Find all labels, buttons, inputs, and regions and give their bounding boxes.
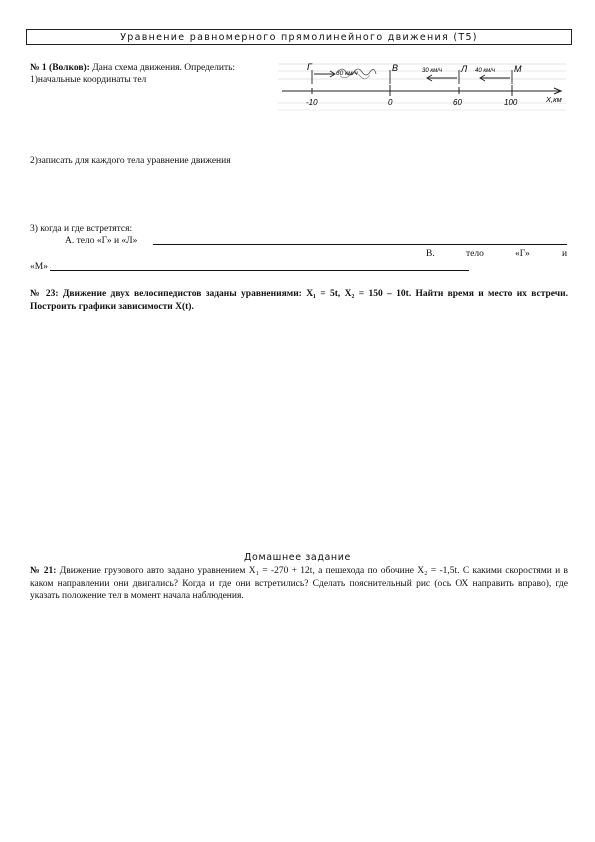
tick-label-100: 100 [504, 98, 518, 107]
task23-number: № 23: [30, 289, 59, 299]
body-label-v: В [392, 63, 399, 73]
task1-question-3: 3) когда и где встретятся: [30, 224, 133, 234]
task23-text: Движение двух велосипедистов заданы уравнениями: X₁ = 5t, X₂ = 150 – 10t. Найти время и место их встречи. Построить графики зависимости X(t). [30, 289, 568, 312]
answer-line-a [153, 244, 567, 245]
task1-question-2: 2)записать для каждого тела уравнение движения [30, 156, 231, 166]
speed-label-g: 60 км/ч [336, 70, 358, 77]
body-label-g: Г [307, 62, 312, 72]
motion-diagram [278, 58, 570, 114]
task1-q3-part-a: А. тело «Г» и «Л» [65, 236, 138, 246]
tick-label-60: 60 [453, 98, 462, 107]
speed-label-m: 40 км/ч [475, 68, 496, 74]
homework-title: Домашнее задание [244, 552, 351, 563]
axis-label: Х,км [546, 95, 562, 104]
task1-q3-part-b-label: В. [426, 249, 435, 259]
tick-label-minus10: -10 [306, 98, 318, 107]
homework-number: № 21: [30, 566, 57, 576]
task1-question-1: 1)начальные координаты тел [30, 75, 147, 85]
task1-q3-part-b-body-m: «М» [30, 262, 48, 272]
title-text: Уравнение равномерного прямолинейного движения (Т5) [120, 31, 478, 43]
task1-header [30, 62, 235, 74]
task1-intro: Дана схема движения. Определить: [92, 63, 236, 73]
worksheet-title [26, 29, 572, 45]
answer-line-b [50, 270, 469, 271]
body-label-m: М [514, 64, 522, 74]
homework-task-21 [30, 565, 568, 603]
body-label-l: Л [461, 64, 468, 74]
task1-q3-part-b-and: и [562, 249, 568, 259]
task1-number: № 1 (Волков): [30, 63, 90, 73]
tick-label-0: 0 [388, 98, 393, 107]
task-23 [30, 288, 568, 313]
homework-text: Движение грузового авто задано уравнением X₁ = -270 + 12t, а пешехода по обочине X₂ = -1,5t. С какими скоростями и в каком направлении они двигались? Когда и где они встретились? Сделать пояснительный рис (ось ОХ направить вправо), где указать положение тел в момент начала наблюдения. [30, 566, 569, 601]
task1-q3-part-b-word: тело [466, 249, 484, 259]
speed-label-l: 30 км/ч [422, 68, 443, 74]
task1-q3-part-b-body-g: «Г» [515, 249, 530, 259]
